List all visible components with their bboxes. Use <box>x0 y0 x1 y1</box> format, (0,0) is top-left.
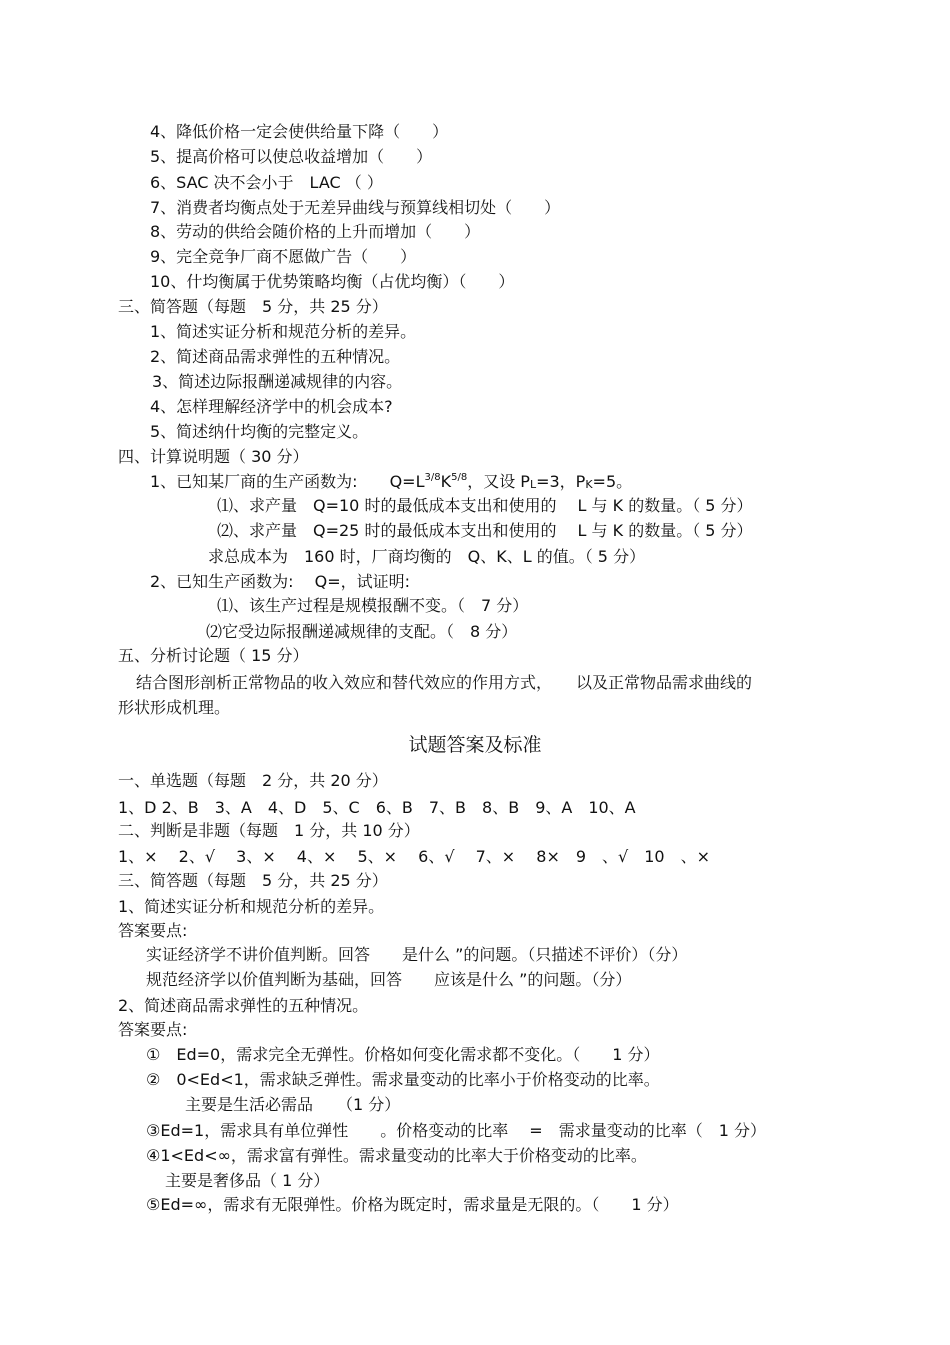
subscript-l: L <box>529 478 537 491</box>
answers-s2-list: 1、× 2、√ 3、× 4、× 5、× 6、√ 7、× 8× 9 、√ 10 、× <box>118 847 711 866</box>
answer-q2-point-5: ⑤Ed=∞，需求有无限弹性。价格为既定时，需求量是无限的。（ 1 分） <box>146 1195 679 1214</box>
answer-q2-point-1: ① Ed=0，需求完全无弹性。价格如何变化需求都不变化。（ 1 分） <box>146 1045 660 1064</box>
tf-item-5: 5、提高价格可以使总收益增加（ ） <box>150 147 433 166</box>
short-q-1: 1、简述实证分析和规范分析的差异。 <box>150 322 417 341</box>
tf-item-10: 10、什均衡属于优势策略均衡（占优均衡）（ ） <box>150 272 515 291</box>
calc-q1-k: K <box>440 472 452 491</box>
answer-q1-point-2: 规范经济学以价值判断为基础，回答 应该是什么 ”的问题。（分） <box>146 970 632 989</box>
calc-q1-prefix: 1、已知某厂商的生产函数为: Q=L <box>150 472 425 491</box>
answer-q2-point-2-note: 主要是生活必需品 （1 分） <box>185 1095 401 1114</box>
tf-item-7: 7、消费者均衡点处于无差异曲线与预算线相切处（ ） <box>150 198 561 217</box>
calc-q-1 <box>150 471 632 493</box>
answer-q1: 1、简述实证分析和规范分析的差异。 <box>118 897 385 916</box>
discussion-line-2: 形状形成机理。 <box>118 698 231 717</box>
short-q-5: 5、简述纳什均衡的完整定义。 <box>150 422 369 441</box>
calc-q2-part-2: ⑵它受边际报酬递减规律的支配。（ 8 分） <box>206 622 518 641</box>
answer-key-label-1: 答案要点: <box>118 921 188 940</box>
answer-q1-point-1: 实证经济学不讲价值判断。回答 是什么 ”的问题。（只描述不评价）（分） <box>146 945 688 964</box>
answer-q2-point-3: ③Ed=1，需求具有单位弹性 。价格变动的比率 = 需求量变动的比率（ 1 分） <box>146 1121 766 1140</box>
answers-s1-list: 1、D 2、B 3、A 4、D 5、C 6、B 7、B 8、B 9、A 10、A <box>118 798 636 817</box>
exponent-k: 5/8 <box>451 472 468 483</box>
calc-q1-part-2: ⑵、求产量 Q=25 时的最低成本支出和使用的 L 与 K 的数量。（ 5 分） <box>217 521 753 540</box>
calc-q1-part-3: 求总成本为 160 时，厂商均衡的 Q、K、L 的值。（ 5 分） <box>208 547 646 566</box>
tf-item-4: 4、降低价格一定会使供给量下降（ ） <box>150 122 449 141</box>
calc-q2-part-1: ⑴、该生产过程是规模报酬不变。（ 7 分） <box>217 596 529 615</box>
answers-s1-heading: 一、单选题（每题 2 分，共 20 分） <box>118 771 388 790</box>
answer-q2-point-4: ④1<Ed<∞，需求富有弹性。需求量变动的比率大于价格变动的比率。 <box>146 1146 647 1165</box>
short-q-2: 2、简述商品需求弹性的五种情况。 <box>150 347 401 366</box>
short-q-3: 3、简述边际报酬递减规律的内容。 <box>152 372 403 391</box>
exponent-l: 3/8 <box>424 472 441 483</box>
section-4-heading: 四、计算说明题（ 30 分） <box>118 447 309 466</box>
answer-q2: 2、简述商品需求弹性的五种情况。 <box>118 996 369 1015</box>
calc-q-2: 2、已知生产函数为: Q=，试证明: <box>150 572 411 591</box>
calc-q1-end: =5。 <box>592 472 633 491</box>
section-5-heading: 五、分析讨论题（ 15 分） <box>118 646 309 665</box>
short-q-4: 4、怎样理解经济学中的机会成本? <box>150 397 393 416</box>
calc-q1-mid: ，又设 P <box>467 472 530 491</box>
answer-q2-point-2: ② 0<Ed<1，需求缺乏弹性。需求量变动的比率小于价格变动的比率。 <box>146 1070 660 1089</box>
calc-q1-mid2: =3，P <box>536 472 586 491</box>
tf-item-8: 8、劳动的供给会随价格的上升而增加（ ） <box>150 222 481 241</box>
tf-item-6: 6、SAC 决不会小于 LAC （ ） <box>150 173 383 192</box>
section-3-heading: 三、简答题（每题 5 分，共 25 分） <box>118 297 388 316</box>
answer-q2-point-4-note: 主要是奢侈品（ 1 分） <box>165 1171 330 1190</box>
discussion-line-1: 结合图形剖析正常物品的收入效应和替代效应的作用方式， 以及正常物品需求曲线的 <box>136 673 753 692</box>
tf-item-9: 9、完全竞争厂商不愿做广告（ ） <box>150 247 417 266</box>
answers-title: 试题答案及标准 <box>408 734 542 756</box>
answers-s2-heading: 二、判断是非题（每题 1 分，共 10 分） <box>118 821 420 840</box>
answers-s3-heading: 三、简答题（每题 5 分，共 25 分） <box>118 871 388 890</box>
subscript-k: K <box>585 478 593 491</box>
answer-key-label-2: 答案要点: <box>118 1020 188 1039</box>
calc-q1-part-1: ⑴、求产量 Q=10 时的最低成本支出和使用的 L 与 K 的数量。（ 5 分） <box>217 496 753 515</box>
